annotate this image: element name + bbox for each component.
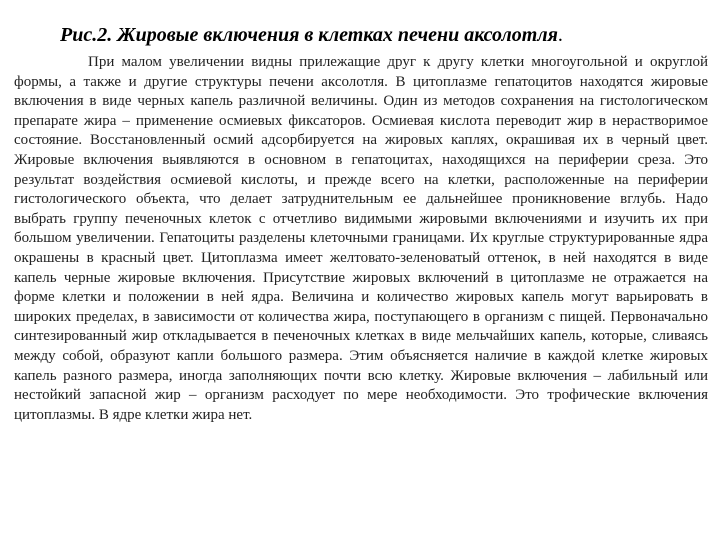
figure-title-text: Рис.2. Жировые включения в клетках печени аксолотля [60, 24, 558, 46]
figure-title-period: . [557, 24, 563, 46]
body-paragraph: При малом увеличении видны прилежащие друг к другу клетки многоугольной и округлой формы, а также и другие структуры печени аксолотля. В цитоплазме гепатоцитов находятся жировые включения в виде черных капель различной величины. Один из методов сохранения на гистологическом препарате жира – применение осмиевых фиксаторов. Осмиевая кислота переводит жир в нерастворимое состояние. Восстановленный осмий адсорбируется на жировых каплях, окрашивая их в черный цвет. Жировые включения выявляются в основном в гепатоцитах, находящихся на периферии среза. Это результат воздействия осмиевой кислоты, и прежде всего на клетки, расположенные на периферии гистологического объекта, что делает затруднительным ее дальнейшее проникновение вглубь. Надо выбрать группу печеночных клеток с отчетливо видимыми жировыми включениями и изучить их при большом увеличении. Гепатоциты разделены клеточными границами. Их круглые структурированные ядра окрашены в красный цвет. Цитоплазма имеет желтовато-зеленоватый оттенок, в ней находятся в виде капель черные жировые включения. Присутствие жировых включений в цитоплазме не отражается на форме клетки и положении в ней ядра. Величина и количество жировых капель могут варьировать в широких пределах, в зависимости от количества жира, поступающего в организм с пищей. Первоначально синтезированный жир откладывается в печеночных клетках в виде мельчайших капель, которые, сливаясь между собой, образуют капли большого размера. Этим объясняется наличие в каждой клетке жировых капель разного размера, иногда заполняющих почти всю клетку. Жировые включения – лабильный или нестойкий запасной жир – организм расходует по мере необходимости. Это трофические включения цитоплазмы. В ядре клетки жира нет. [14, 54, 708, 423]
figure-title [60, 24, 708, 47]
